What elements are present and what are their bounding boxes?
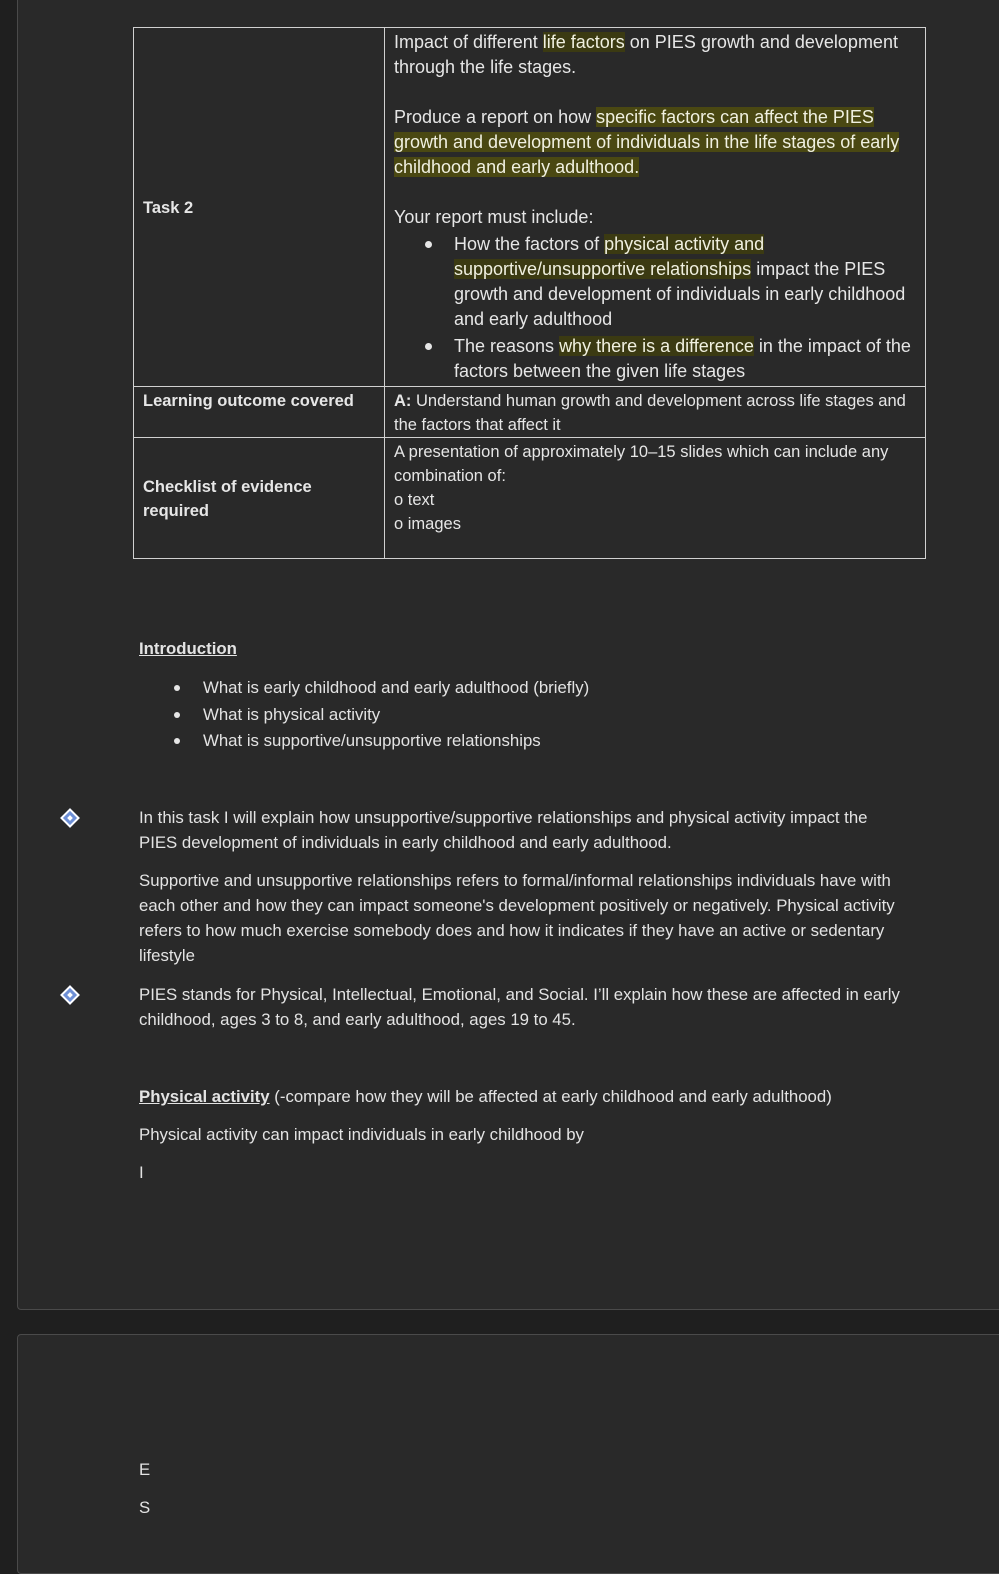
task-label-cell (134, 28, 385, 387)
highlight-specific-factors: specific factors can affect the PIES growth and development of individuals in the life stages of early childhood and early adulthood. (394, 107, 900, 177)
physical-activity-heading (139, 1084, 909, 1109)
outcome-letter: A: (394, 392, 412, 410)
outcome-row (134, 387, 926, 438)
pies-letter-i[interactable] (139, 1160, 909, 1185)
diamond-bullet-icon (60, 985, 80, 1005)
highlight-life-factors: life factors (542, 32, 625, 52)
requirements-list (394, 232, 916, 384)
diamond-bullet-icon (60, 808, 80, 828)
checklist-label: Checklist of evidence required (143, 478, 312, 520)
introduction-heading-text: Introduction (139, 639, 237, 658)
checklist-line: o images (394, 515, 461, 533)
task-description-cell (385, 28, 926, 387)
paragraph-text: Physical activity can impact individuals in early childhood by (139, 1125, 584, 1144)
introduction-heading (139, 636, 909, 661)
outcome-cell (385, 387, 926, 438)
paragraph-definitions (139, 868, 909, 968)
checklist-line: A presentation of approximately 10–15 slides which can include any combination of: (394, 443, 889, 485)
produce-text: Produce a report on how (394, 107, 597, 127)
document-page-2 (17, 1334, 999, 1574)
highlight-factors: physical activity and supportive/unsupportive relationships (454, 234, 765, 279)
paragraph-pies (139, 982, 909, 1032)
task-title-text-end: on PIES growth and development through the life stages. (394, 32, 898, 77)
checklist-label-cell (134, 438, 385, 559)
letter-e-text[interactable]: E (139, 1460, 151, 1479)
must-include-text: Your report must include: (394, 207, 594, 227)
document-page-1 (17, 0, 999, 1310)
physical-activity-note: (-compare how they will be affected at early childhood and early adulthood) (269, 1087, 832, 1106)
task-label: Task 2 (143, 199, 194, 217)
paragraph-text: In this task I will explain how unsupportive/supportive relationships and physical activity impact the PIES development of individuals in early childhood and early adulthood. (139, 808, 868, 852)
requirement-text: How the factors of (454, 234, 605, 254)
task-produce (394, 105, 916, 180)
outcome-text: Understand human growth and development across life stages and the factors that affect it (394, 392, 906, 434)
list-item: What is physical activity (203, 702, 909, 729)
highlight-difference: why there is a difference (559, 336, 754, 356)
requirement-item (454, 334, 916, 384)
pies-letter-e[interactable] (139, 1457, 909, 1482)
introduction-section (139, 675, 909, 755)
task-title-text: Impact of different (394, 32, 543, 52)
introduction-list (139, 675, 909, 755)
paragraph-text: PIES stands for Physical, Intellectual, Emotional, and Social. I’ll explain how these are affected in early childhood, ages 3 to 8, and early adulthood, ages 19 to 45. (139, 985, 900, 1029)
outcome-label-cell (134, 387, 385, 438)
requirement-item (454, 232, 916, 332)
physical-activity-line (139, 1122, 909, 1147)
physical-activity-heading-text: Physical activity (139, 1087, 270, 1106)
list-item: What is early childhood and early adulthood (briefly) (203, 675, 909, 702)
pies-letter-s[interactable] (139, 1495, 909, 1520)
task-brief-table (133, 27, 926, 559)
outcome-label: Learning outcome covered (143, 392, 354, 410)
paragraph-text: Supportive and unsupportive relationships refers to formal/informal relationships individuals have with each other and how they can impact someone's development positively or negatively. Physical activity refers to how much exercise somebody does and how it indicates if they have an active or sedentary lifestyle (139, 871, 895, 965)
checklist-cell (385, 438, 926, 559)
paragraph-overview (139, 805, 909, 855)
task-row (134, 28, 926, 387)
requirement-text: The reasons (454, 336, 560, 356)
letter-s-text[interactable]: S (139, 1498, 151, 1517)
task-title (394, 30, 916, 80)
requirement-text-end: impact the PIES growth and development of individuals in early childhood and early adulthood (454, 259, 906, 329)
checklist-row (134, 438, 926, 559)
checklist-line: o text (394, 491, 435, 509)
letter-i-text[interactable]: I (139, 1163, 144, 1182)
list-item: What is supportive/unsupportive relationships (203, 728, 909, 755)
requirement-text-end: in the impact of the factors between the given life stages (454, 336, 911, 381)
